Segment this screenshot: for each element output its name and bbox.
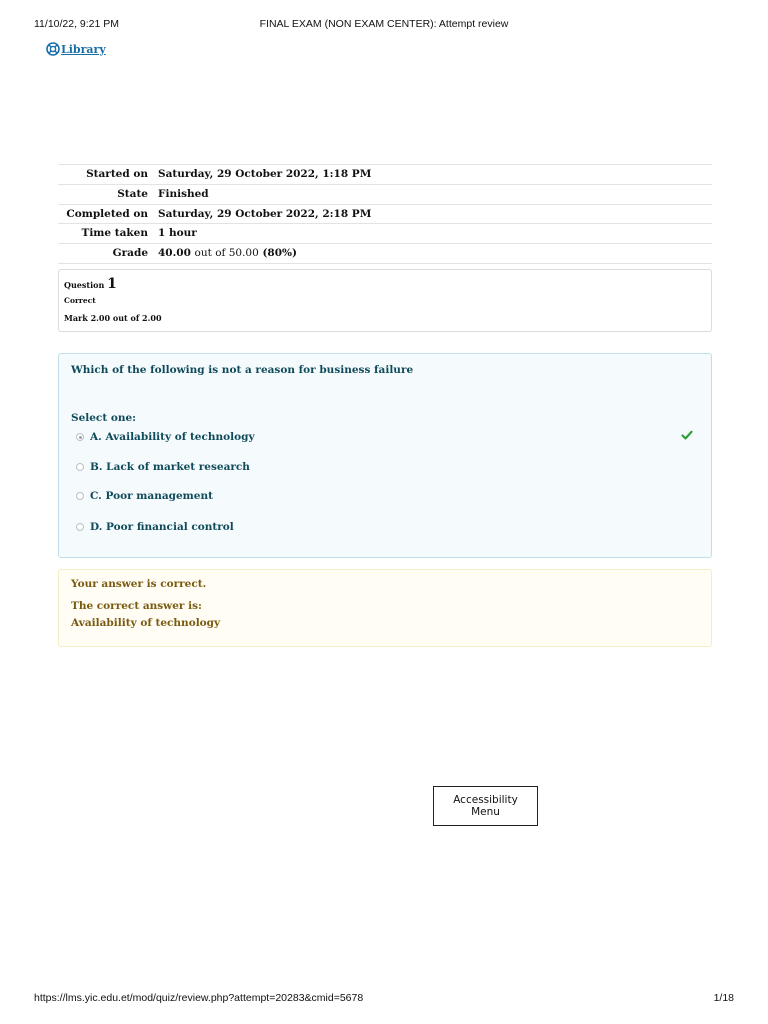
summary-row-started: [58, 164, 712, 184]
option-label: D. Poor financial control: [90, 521, 234, 533]
question-info-box: [58, 269, 712, 332]
option-c[interactable]: [76, 490, 213, 502]
feedback-box: [58, 569, 712, 647]
print-datetime: 11/10/22, 9:21 PM: [34, 18, 120, 30]
print-header: [34, 18, 734, 32]
radio-button[interactable]: [76, 433, 84, 441]
attempt-summary-table: [58, 164, 712, 264]
option-label: B. Lack of market research: [90, 461, 250, 473]
check-icon: [681, 429, 693, 441]
summary-row-grade: [58, 243, 712, 264]
print-page-number: 1/18: [713, 992, 734, 1004]
print-footer: [34, 992, 734, 1006]
select-one-prompt: Select one:: [71, 412, 137, 424]
summary-value: Saturday, 29 October 2022, 1:18 PM: [158, 168, 372, 180]
library-label: Library: [61, 42, 106, 56]
lifebuoy-icon: [46, 42, 60, 56]
summary-row-time-taken: [58, 223, 712, 243]
question-state: Correct: [64, 296, 96, 305]
summary-key: State: [117, 187, 148, 200]
option-b[interactable]: [76, 461, 250, 473]
summary-value: 1 hour: [158, 227, 197, 240]
question-mark: Mark 2.00 out of 2.00: [64, 313, 162, 323]
feedback-verdict: Your answer is correct.: [71, 578, 207, 590]
summary-value: Saturday, 29 October 2022, 2:18 PM: [158, 207, 372, 220]
grade-out-of: out of 50.00: [194, 247, 259, 260]
option-label: A. Availability of technology: [90, 431, 255, 443]
summary-key: Grade: [112, 247, 148, 260]
accessibility-menu-button[interactable]: [433, 786, 538, 826]
question-text: Which of the following is not a reason for business failure: [71, 364, 414, 376]
summary-key: Completed on: [66, 207, 148, 220]
radio-button[interactable]: [76, 463, 84, 471]
summary-key: Time taken: [81, 227, 148, 240]
print-url: https://lms.yic.edu.et/mod/quiz/review.php?attempt=20283&cmid=5678: [34, 992, 364, 1004]
option-label: C. Poor management: [90, 490, 213, 502]
grade-percent: (80%): [262, 247, 297, 260]
question-content-box: [58, 353, 712, 558]
summary-value: Finished: [158, 187, 209, 200]
accessibility-label-line1: Accessibility: [453, 794, 518, 806]
option-d[interactable]: [76, 521, 234, 533]
correct-answer: Availability of technology: [71, 617, 221, 629]
question-number-value: 1: [107, 276, 117, 292]
grade-score: 40.00: [158, 247, 191, 260]
library-link[interactable]: [46, 42, 106, 56]
summary-row-state: [58, 184, 712, 204]
option-a[interactable]: [76, 431, 255, 443]
radio-button[interactable]: [76, 523, 84, 531]
question-label: Question: [64, 280, 105, 290]
accessibility-label-line2: Menu: [471, 806, 500, 818]
summary-key: Started on: [86, 168, 148, 180]
question-number: [64, 276, 706, 292]
print-document-title: FINAL EXAM (NON EXAM CENTER): Attempt review: [259, 18, 509, 30]
radio-button[interactable]: [76, 492, 84, 500]
grade-value: [158, 244, 297, 263]
correct-answer-intro: The correct answer is:: [71, 600, 202, 612]
summary-row-completed: [58, 204, 712, 224]
